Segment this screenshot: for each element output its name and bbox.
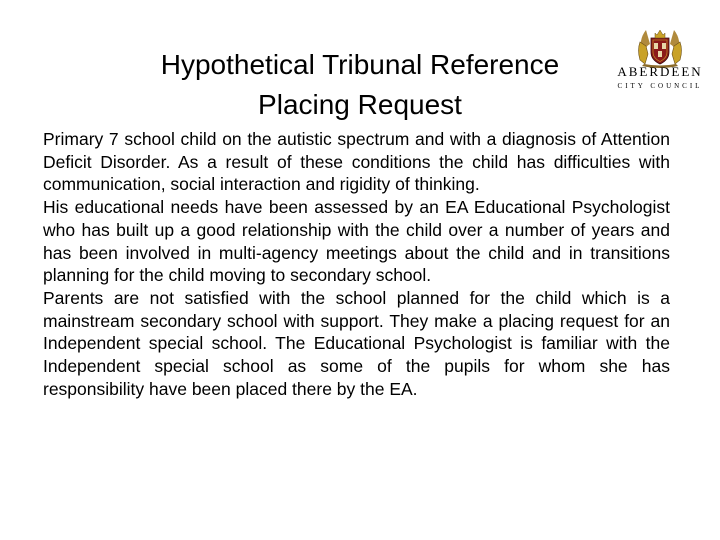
aberdeen-city-council-logo — [614, 24, 706, 102]
body-text — [43, 128, 670, 400]
title-line-1: Hypothetical Tribunal Reference — [160, 48, 560, 80]
paragraph-3: Parents are not satisfied with the school planned for the child which is a mainstream secondary school with support. They make a placing request for an Independent special school. The Educational Psychologist is familiar with the Independent special school as some of the pupils for whom she has responsibility have been placed there by the EA. — [43, 287, 670, 399]
title-line-2: Placing Request — [258, 88, 462, 120]
logo-name: ABERDEEN — [617, 64, 703, 79]
slide-title — [60, 45, 660, 125]
logo-subtitle: CITY COUNCIL — [617, 82, 703, 90]
paragraph-2: His educational needs have been assessed by an EA Educational Psychologist who has built up a good relationship with the child over a number of years and has been involved in multi-agency meetings about the child and in transitions planning for the child moving to secondary school. — [43, 197, 670, 286]
paragraph-1: Primary 7 school child on the autistic spectrum and with a diagnosis of Attention Deficit Disorder. As a result of these conditions the child has difficulties with communication, social interaction and rigidity of thinking. — [43, 129, 670, 195]
